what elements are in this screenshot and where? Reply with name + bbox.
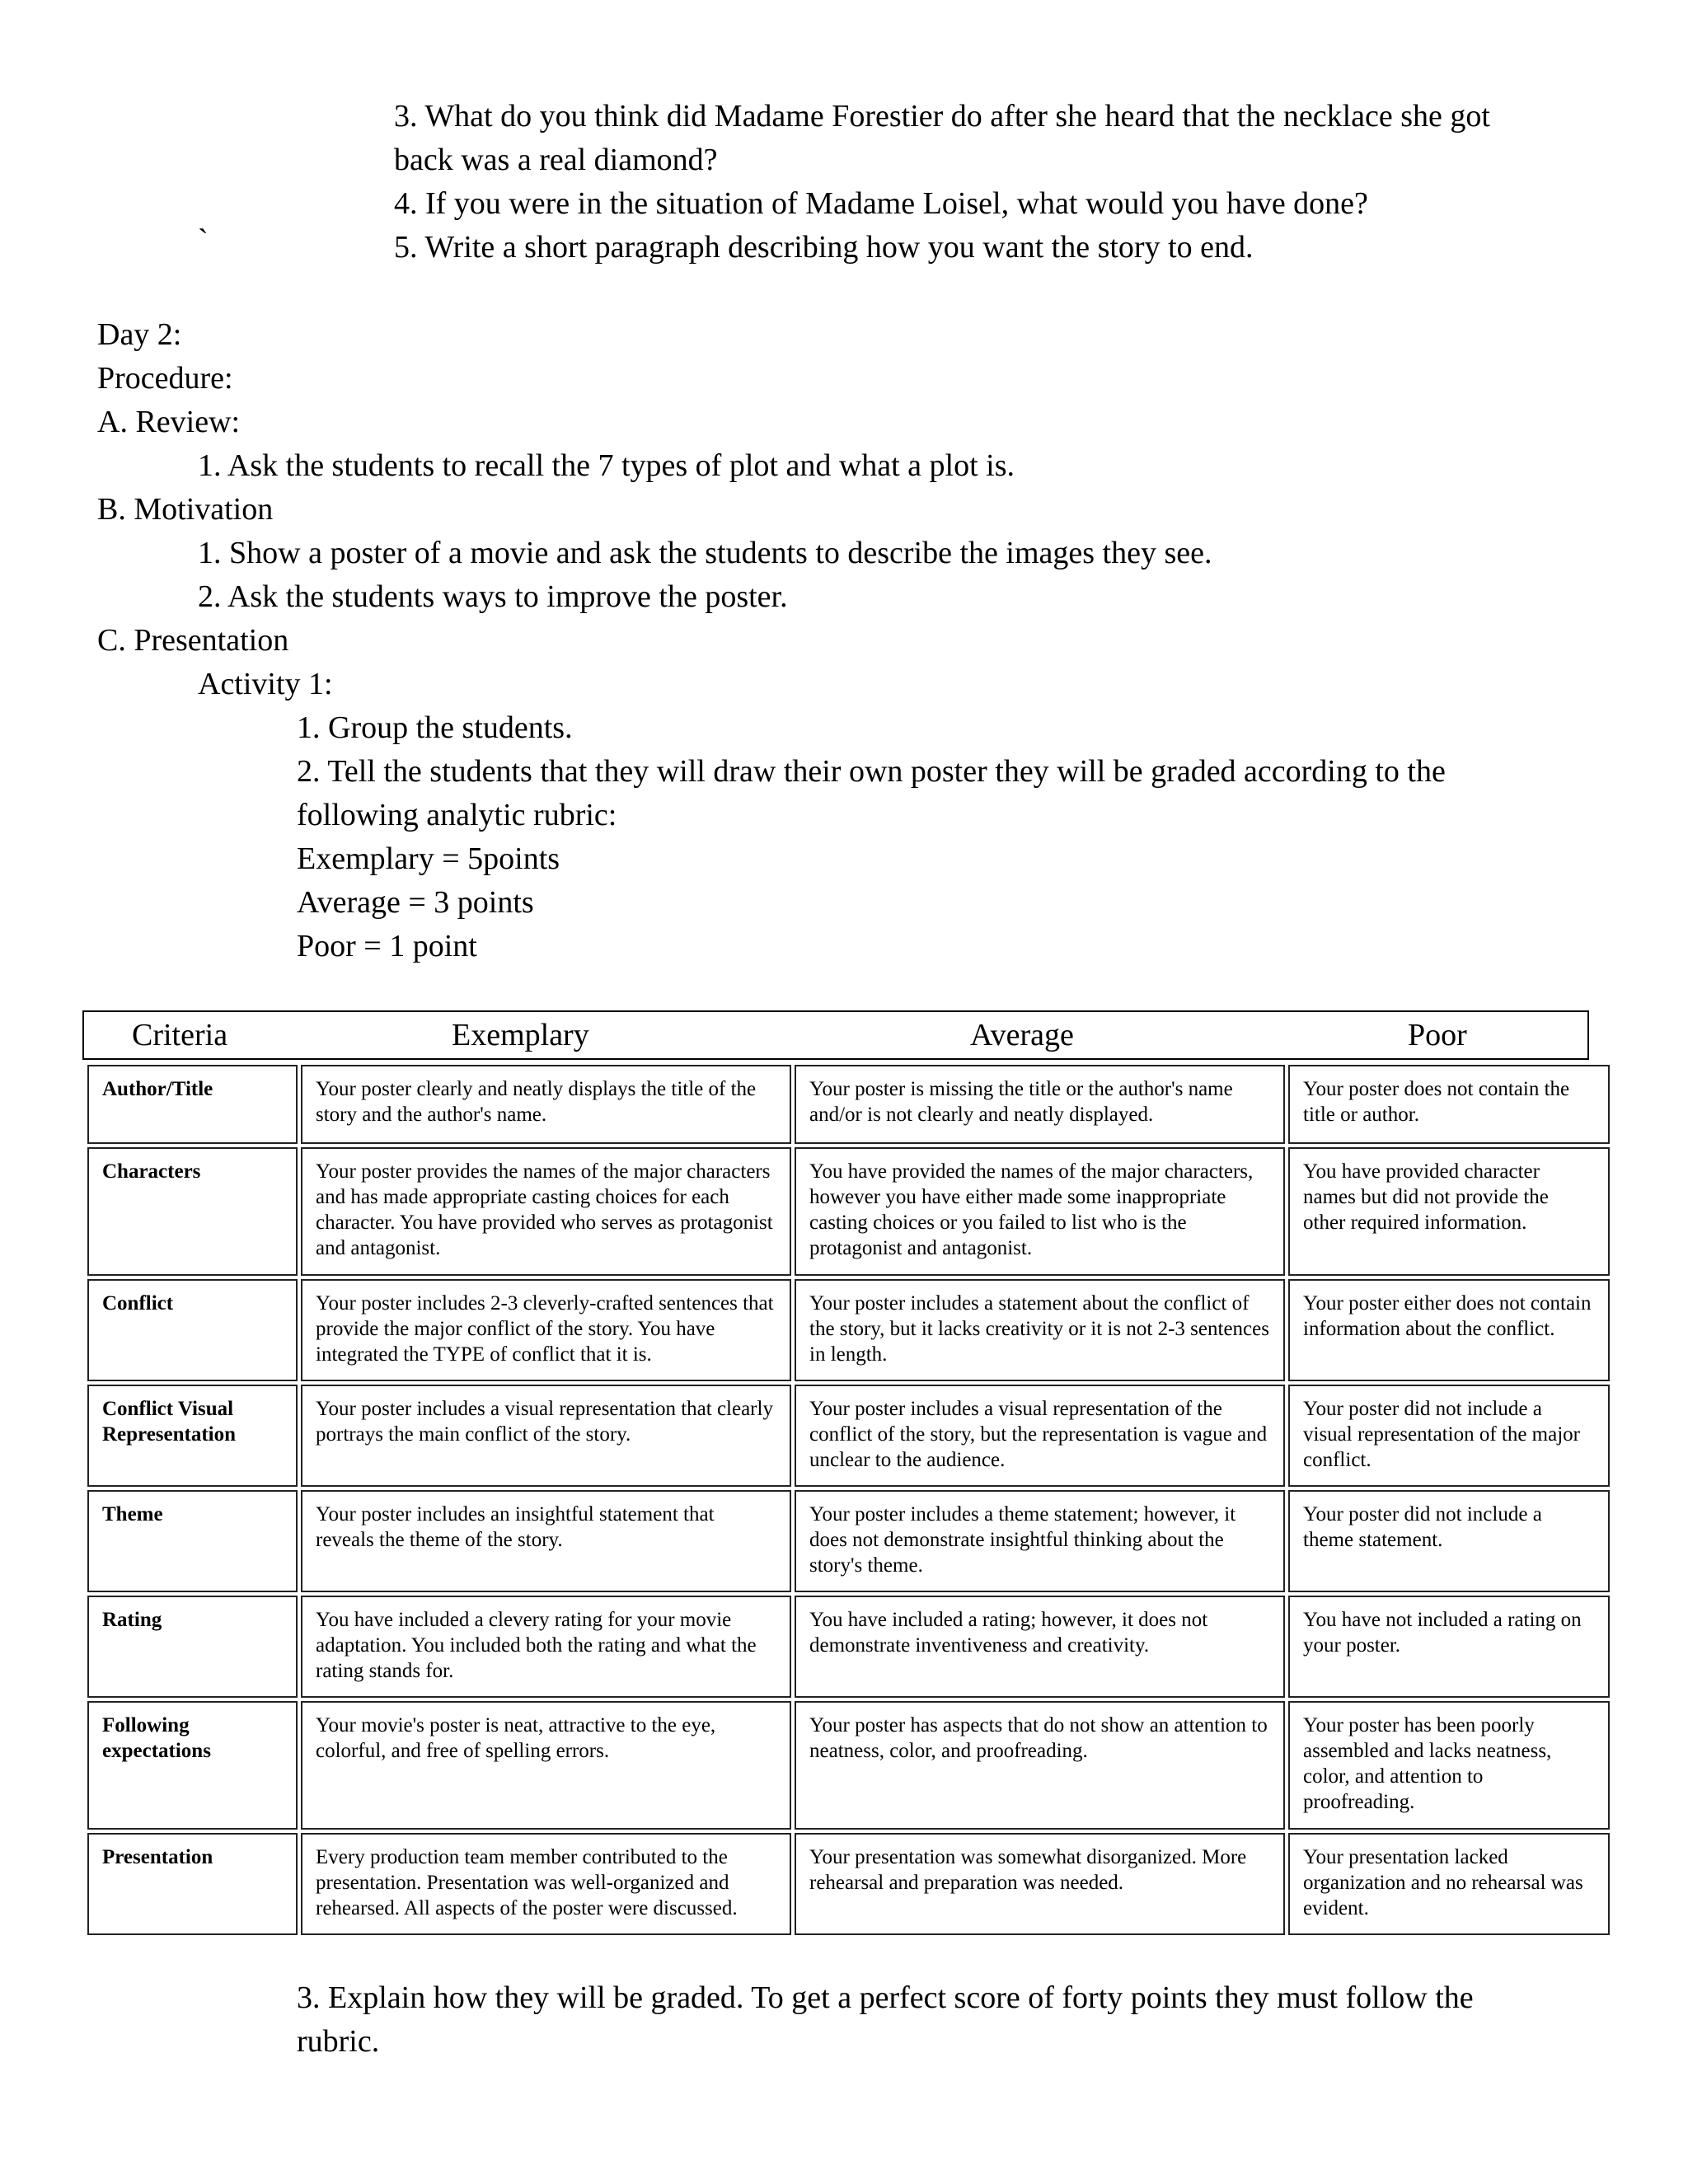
table-row: [87, 1147, 1610, 1276]
question-3-line-1: 3. What do you think did Madame Forestier do after she heard that the necklace she got: [394, 99, 1490, 134]
criteria-cell: Following expectations: [87, 1701, 298, 1830]
average-cell: You have provided the names of the major characters, however you have either made some inappropriate casting choices or you failed to list who is the protagonist and antagonist.: [795, 1147, 1285, 1276]
activity-step-3-line-2: rubric.: [297, 2024, 380, 2059]
procedure-heading: Procedure:: [97, 361, 233, 396]
average-cell: Your poster is missing the title or the author's name and/or is not clearly and neatly displayed.: [795, 1065, 1285, 1144]
question-5: 5. Write a short paragraph describing how you want the story to end.: [394, 230, 1254, 265]
review-heading: A. Review:: [97, 405, 241, 439]
exemplary-cell: Your poster provides the names of the major characters and has made appropriate casting choices for each character. You have provided who serves as protagonist and antagonist.: [301, 1147, 791, 1276]
poor-cell: Your poster has been poorly assembled and lacks neatness, color, and attention to proofreading.: [1288, 1701, 1610, 1830]
score-average: Average = 3 points: [297, 885, 534, 920]
poor-cell: You have provided character names but did not provide the other required information.: [1288, 1147, 1610, 1276]
average-cell: Your poster has aspects that do not show an attention to neatness, color, and proofreading.: [795, 1701, 1285, 1830]
criteria-cell: Presentation: [87, 1833, 298, 1935]
activity-step-1: 1. Group the students.: [297, 710, 573, 745]
header-average: Average: [970, 1018, 1074, 1052]
poor-cell: Your poster did not include a visual representation of the major conflict.: [1288, 1385, 1610, 1487]
poor-cell: You have not included a rating on your poster.: [1288, 1596, 1610, 1698]
day-title: Day 2:: [97, 317, 182, 352]
presentation-heading: C. Presentation: [97, 623, 289, 658]
score-exemplary: Exemplary = 5points: [297, 841, 560, 876]
table-row: [87, 1065, 1610, 1144]
average-cell: You have included a rating; however, it does not demonstrate inventiveness and creativity.: [795, 1596, 1285, 1698]
table-row: [87, 1490, 1610, 1592]
activity-step-3-line-1: 3. Explain how they will be graded. To get a perfect score of forty points they must follow the: [297, 1980, 1474, 2015]
criteria-cell: Author/Title: [87, 1065, 298, 1144]
motivation-item-1: 1. Show a poster of a movie and ask the students to describe the images they see.: [198, 536, 1212, 570]
header-poor: Poor: [1408, 1018, 1467, 1052]
poor-cell: Your presentation lacked organization and no rehearsal was evident.: [1288, 1833, 1610, 1935]
criteria-cell: Characters: [87, 1147, 298, 1276]
exemplary-cell: Your movie's poster is neat, attractive to the eye, colorful, and free of spelling errors.: [301, 1701, 791, 1830]
score-poor: Poor = 1 point: [297, 929, 477, 963]
table-row: [87, 1385, 1610, 1487]
poor-cell: Your poster did not include a theme statement.: [1288, 1490, 1610, 1592]
activity-step-2-line-1: 2. Tell the students that they will draw their own poster they will be graded according to the: [297, 754, 1446, 789]
poor-cell: Your poster either does not contain information about the conflict.: [1288, 1279, 1610, 1381]
exemplary-cell: Every production team member contributed to the presentation. Presentation was well-organized and rehearsed. All aspects of the poster were discussed.: [301, 1833, 791, 1935]
motivation-heading: B. Motivation: [97, 492, 274, 527]
header-criteria: Criteria: [132, 1018, 228, 1052]
motivation-item-2: 2. Ask the students ways to improve the poster.: [198, 579, 788, 614]
poor-cell: Your poster does not contain the title or author.: [1288, 1065, 1610, 1144]
table-row: [87, 1279, 1610, 1381]
exemplary-cell: Your poster includes 2-3 cleverly-crafted sentences that provide the major conflict of the story. You have integrated the TYPE of conflict that it is.: [301, 1279, 791, 1381]
review-item-1: 1. Ask the students to recall the 7 types of plot and what a plot is.: [198, 448, 1015, 483]
criteria-cell: Conflict: [87, 1279, 298, 1381]
average-cell: Your poster includes a visual representation of the conflict of the story, but the representation is vague and unclear to the audience.: [795, 1385, 1285, 1487]
criteria-cell: Conflict Visual Representation: [87, 1385, 298, 1487]
average-cell: Your poster includes a theme statement; however, it does not demonstrate insightful thinking about the story's theme.: [795, 1490, 1285, 1592]
criteria-cell: Theme: [87, 1490, 298, 1592]
exemplary-cell: You have included a clevery rating for your movie adaptation. You included both the rating and what the rating stands for.: [301, 1596, 791, 1698]
stray-backtick: `: [198, 223, 209, 258]
rubric-header: [82, 1010, 1589, 1060]
question-3-line-2: back was a real diamond?: [394, 143, 718, 177]
table-row: [87, 1701, 1610, 1830]
header-exemplary: Exemplary: [452, 1018, 589, 1052]
table-row: [87, 1833, 1610, 1935]
activity-step-2-line-2: following analytic rubric:: [297, 798, 617, 832]
exemplary-cell: Your poster clearly and neatly displays the title of the story and the author's name.: [301, 1065, 791, 1144]
exemplary-cell: Your poster includes a visual representation that clearly portrays the main conflict of the story.: [301, 1385, 791, 1487]
average-cell: Your presentation was somewhat disorganized. More rehearsal and preparation was needed.: [795, 1833, 1285, 1935]
criteria-cell: Rating: [87, 1596, 298, 1698]
rubric-table: [84, 1062, 1613, 1938]
activity-heading: Activity 1:: [198, 667, 333, 701]
table-row: [87, 1596, 1610, 1698]
average-cell: Your poster includes a statement about the conflict of the story, but it lacks creativity or it is not 2-3 sentences in length.: [795, 1279, 1285, 1381]
exemplary-cell: Your poster includes an insightful statement that reveals the theme of the story.: [301, 1490, 791, 1592]
question-4: 4. If you were in the situation of Madame Loisel, what would you have done?: [394, 186, 1368, 221]
